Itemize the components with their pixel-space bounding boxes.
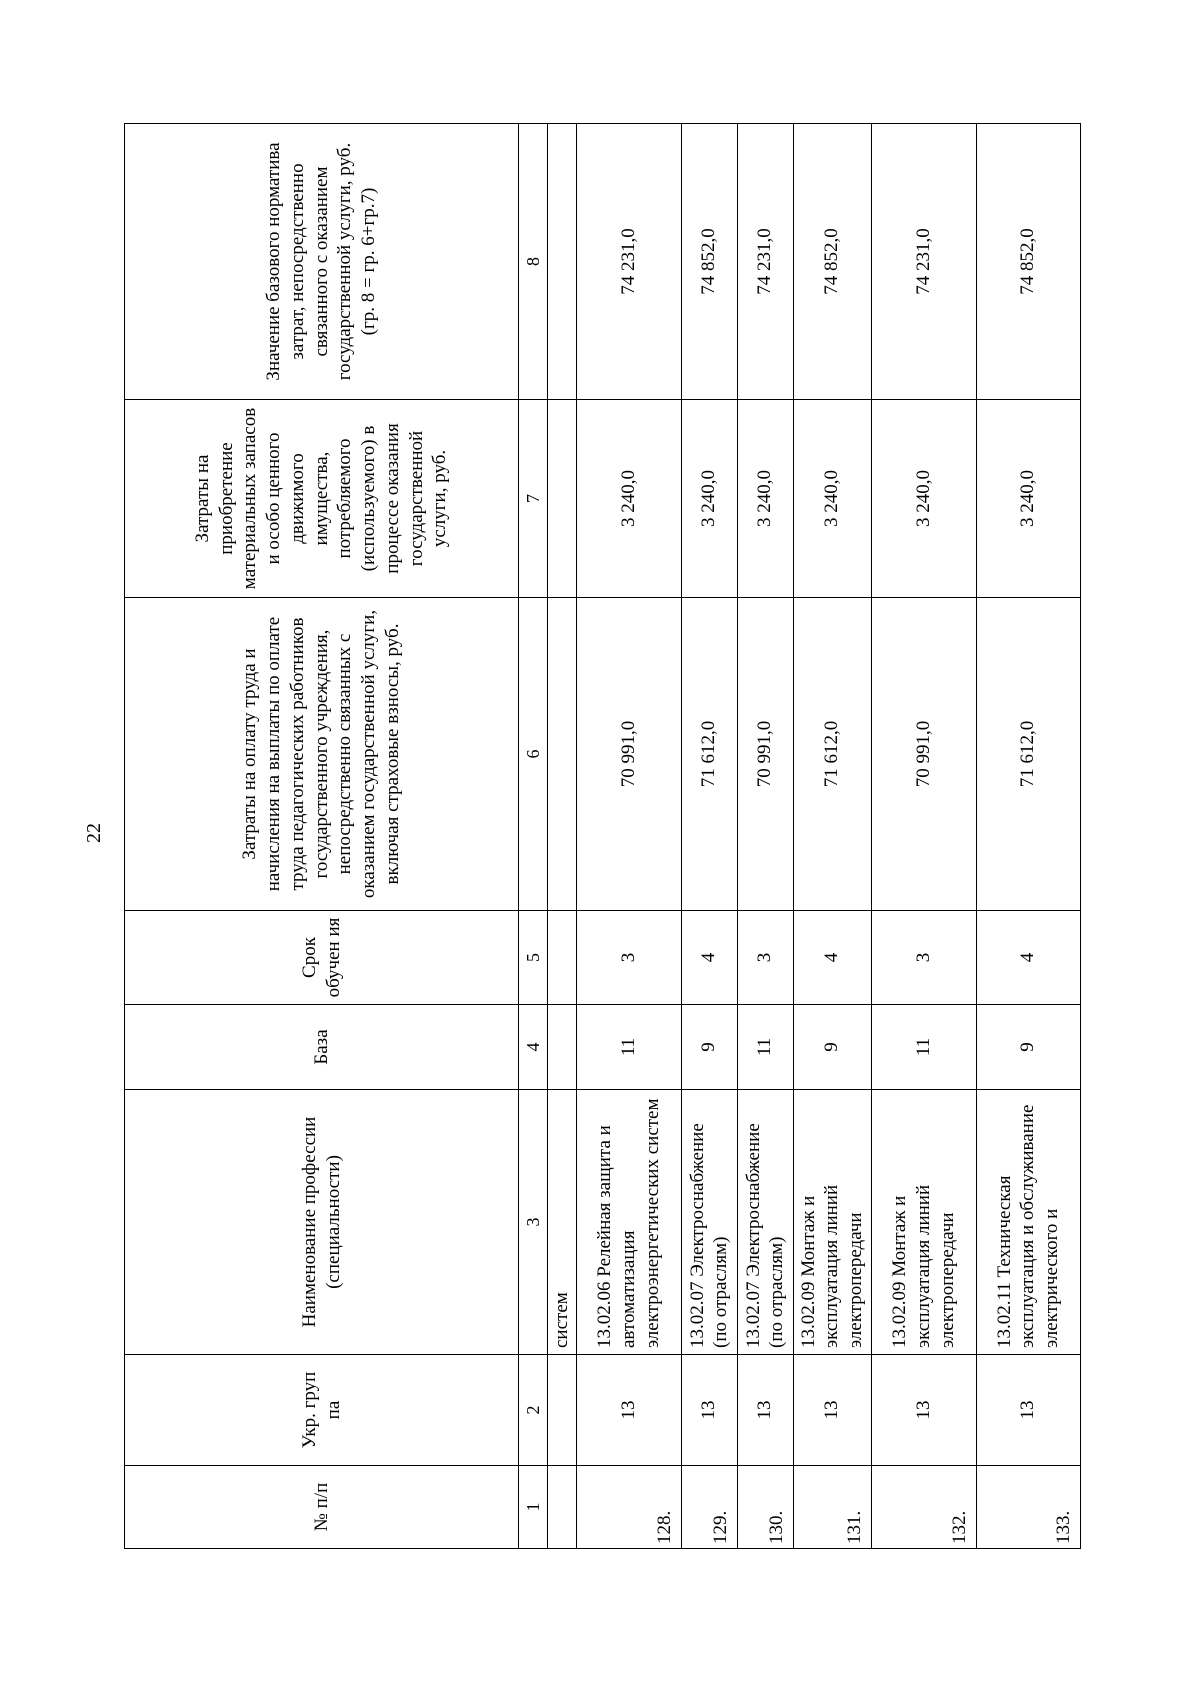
row-name: 13.02.09 Монтаж и эксплуатация линий электропередачи [793,1090,871,1355]
continuation-text: систем [548,1090,577,1355]
row-total: 74 852,0 [681,124,737,400]
row-number: 129. [681,1466,737,1549]
row-name: 13.02.09 Монтаж и эксплуатация линий электропередачи [871,1090,976,1355]
row-group: 13 [793,1355,871,1466]
header-labor: Затраты на оплату труда и начисления на выплаты по оплате труда педагогических работников государственного учреждения, непосредственно связанных с оказанием государственной услуги, включая страховые взносы, руб. [125,598,519,911]
header-no: № п/п [125,1466,519,1549]
column-index: 4 [519,1005,548,1090]
row-labor: 70 991,0 [737,598,793,911]
table-row [976,124,1080,1549]
row-term: 4 [793,911,871,1005]
row-labor: 71 612,0 [681,598,737,911]
row-materials: 3 240,0 [793,400,871,598]
row-materials: 3 240,0 [681,400,737,598]
row-group: 13 [871,1355,976,1466]
row-total: 74 231,0 [576,124,681,400]
header-term: Срок обучен ия [125,911,519,1005]
column-index-row [519,124,548,1549]
row-number: 130. [737,1466,793,1549]
row-group: 13 [681,1355,737,1466]
row-number: 133. [976,1466,1080,1549]
table-row [793,124,871,1549]
table-row [871,124,976,1549]
column-index: 8 [519,124,548,400]
row-labor: 70 991,0 [576,598,681,911]
header-base: База [125,1005,519,1090]
row-group: 13 [976,1355,1080,1466]
cost-norms-table [124,123,1081,1549]
row-name: 13.02.07 Электроснабжение (по отраслям) [681,1090,737,1355]
column-index: 5 [519,911,548,1005]
row-total: 74 852,0 [793,124,871,400]
row-name: 13.02.06 Релейная защита и автоматизация электроэнергетических систем [576,1090,681,1355]
row-number: 128. [576,1466,681,1549]
row-term: 3 [871,911,976,1005]
row-base: 11 [576,1005,681,1090]
row-base: 11 [737,1005,793,1090]
row-term: 4 [976,911,1080,1005]
row-materials: 3 240,0 [976,400,1080,598]
row-number: 132. [871,1466,976,1549]
column-index: 6 [519,598,548,911]
page-number: 22 [83,823,105,843]
row-base: 11 [871,1005,976,1090]
row-name: 13.02.07 Электроснабжение (по отраслям) [737,1090,793,1355]
row-group: 13 [737,1355,793,1466]
row-total: 74 231,0 [871,124,976,400]
table-row [681,124,737,1549]
header-row [125,124,519,1549]
rotated-table-container [124,124,1102,1549]
table-row [737,124,793,1549]
table-row [576,124,681,1549]
row-base: 9 [976,1005,1080,1090]
continuation-row [548,124,577,1549]
row-labor: 71 612,0 [976,598,1080,911]
header-name: Наименование профессии (специальности) [125,1090,519,1355]
row-materials: 3 240,0 [871,400,976,598]
header-total: Значение базового норматива затрат, непосредственно связанного с оказанием государственной услуги, руб. (гр. 8 = гр. 6+гр.7) [125,124,519,400]
row-labor: 70 991,0 [871,598,976,911]
column-index: 1 [519,1466,548,1549]
row-term: 3 [576,911,681,1005]
column-index: 7 [519,400,548,598]
row-number: 131. [793,1466,871,1549]
row-term: 4 [681,911,737,1005]
row-labor: 71 612,0 [793,598,871,911]
row-term: 3 [737,911,793,1005]
row-base: 9 [681,1005,737,1090]
header-group: Укр. груп па [125,1355,519,1466]
row-total: 74 852,0 [976,124,1080,400]
row-materials: 3 240,0 [737,400,793,598]
row-base: 9 [793,1005,871,1090]
row-total: 74 231,0 [737,124,793,400]
column-index: 2 [519,1355,548,1466]
row-name: 13.02.11 Техническая эксплуатация и обслуживание электрического и [976,1090,1080,1355]
header-materials: Затраты на приобретение материальных запасов и особо ценного движимого имущества, потребляемого (используемого) в процессе оказания государственной услуги, руб. [125,400,519,598]
row-materials: 3 240,0 [576,400,681,598]
column-index: 3 [519,1090,548,1355]
row-group: 13 [576,1355,681,1466]
